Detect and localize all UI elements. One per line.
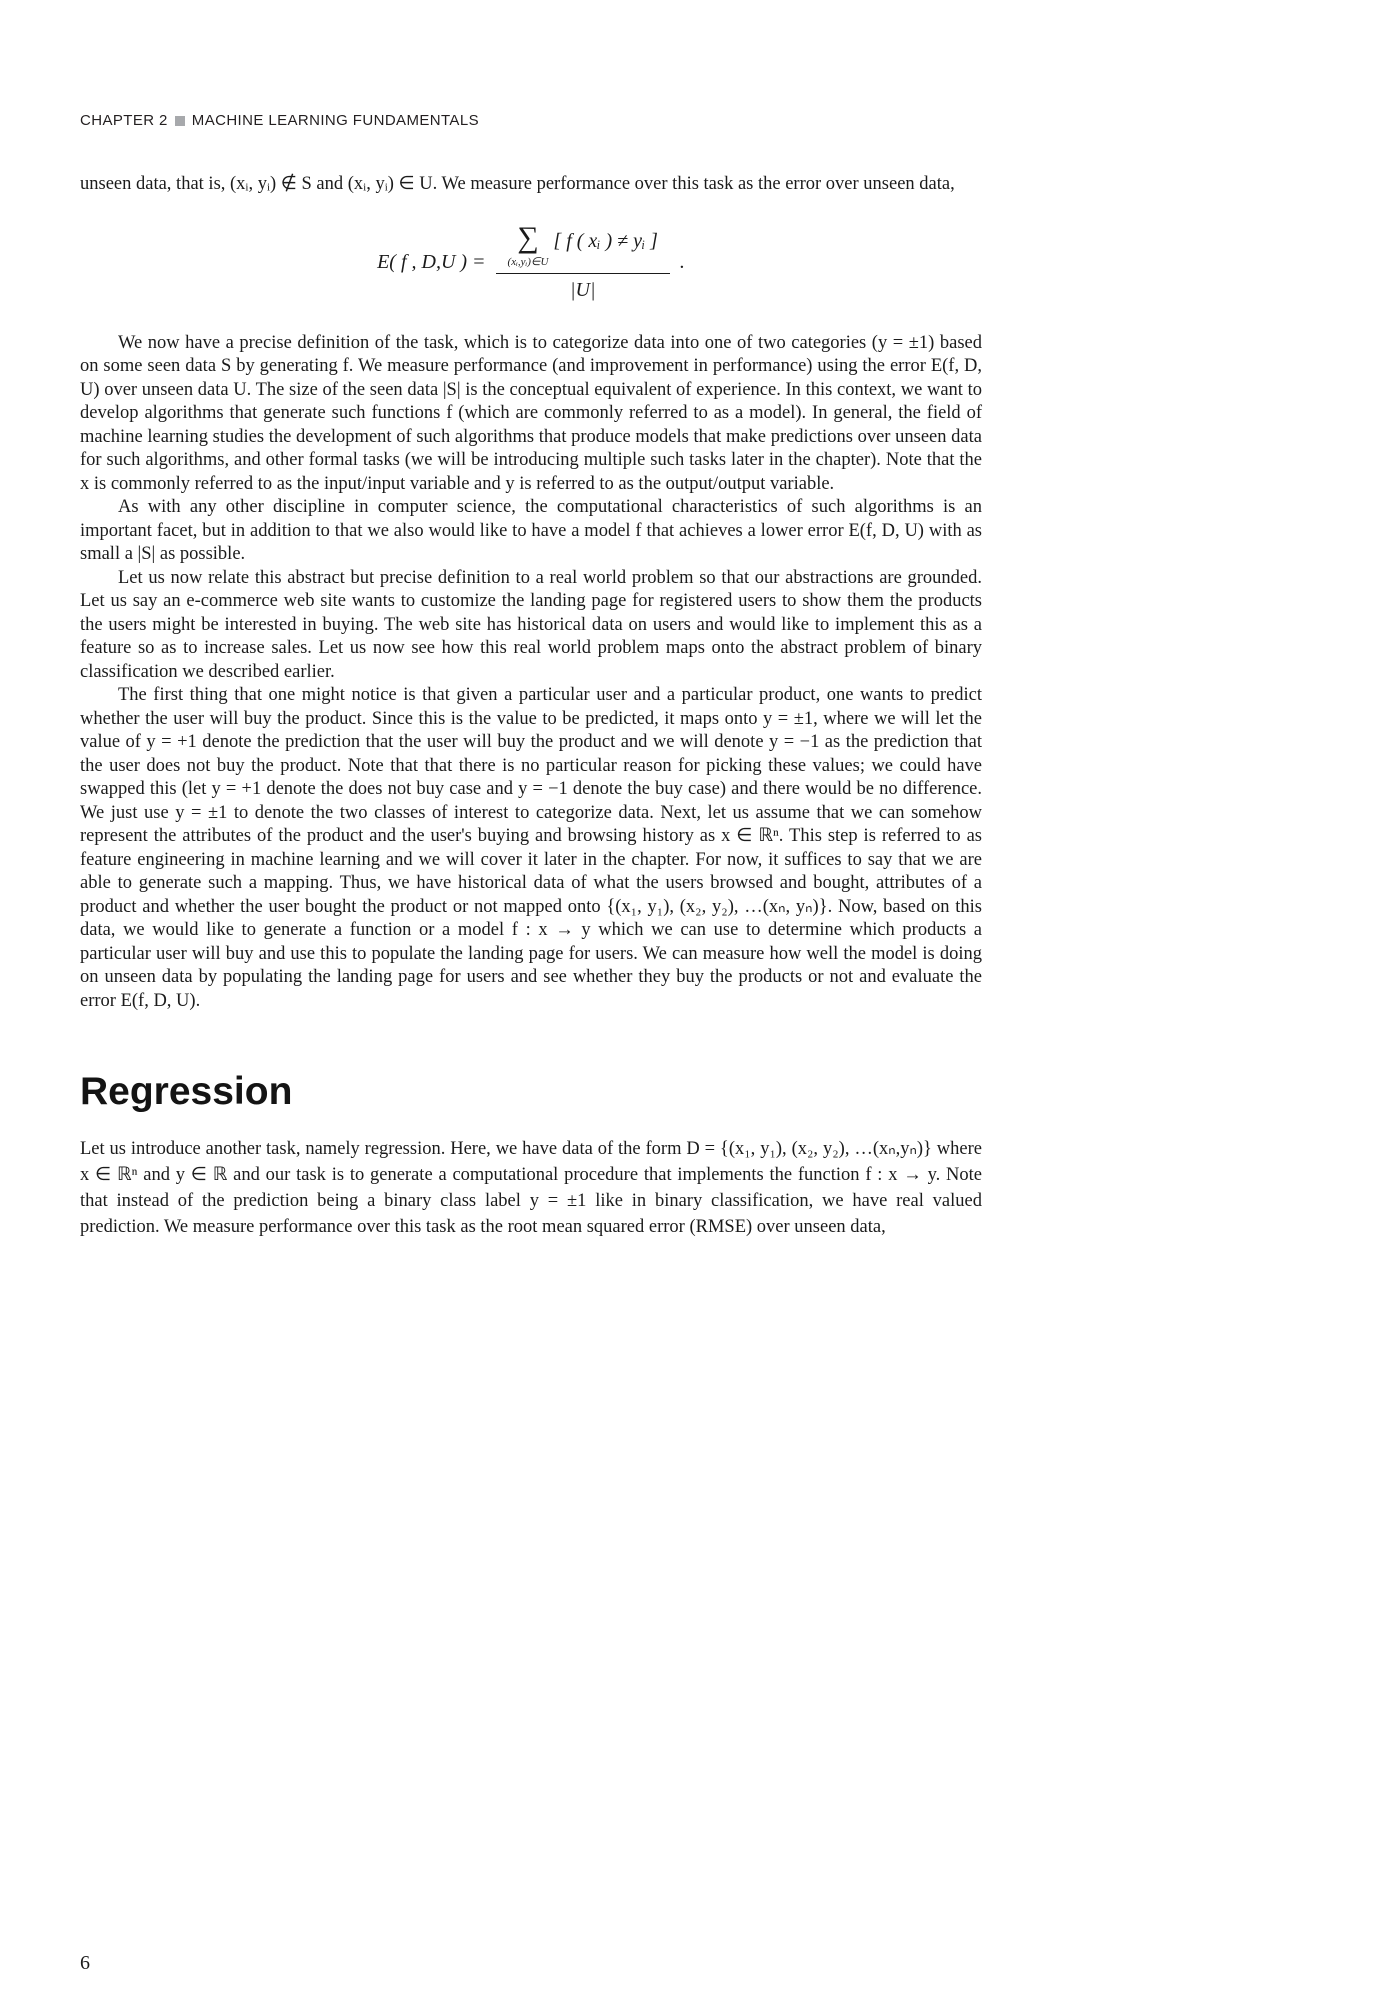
- paragraph: As with any other discipline in computer science, the computational characteristics of such algorithms is an important facet, but in addition to that we also would like to have a model f that achieves a lower error E(f, D, U) with as small a |S| as possible.: [80, 497, 982, 564]
- page-content: [80, 112, 982, 1240]
- paragraph-continuation: unseen data, that is, (xᵢ, yᵢ) ∉ S and (xᵢ, yᵢ) ∈ U. We measure performance over this task as the error over unseen data,: [80, 174, 955, 194]
- section-heading-regression: Regression: [80, 1070, 293, 1113]
- equation-period: .: [679, 250, 685, 273]
- paragraph: We now have a precise definition of the task, which is to categorize data into one of two categories (y = ±1) based on some seen data S by generating f. We measure performance (and improvement in performance) using the error E(f, D, U) over unseen data U. The size of the seen data |S| is the conceptual equivalent of experience. In this context, we want to develop algorithms that generate such functions f (which are commonly referred to as a model). In general, the field of machine learning studies the development of such algorithms that produce models that make predictions over unseen data for such algorithms, and other formal tasks (we will be introducing multiple such tasks later in the chapter). Note that the x is commonly referred to as the input/input variable and y is referred to as the output/output variable.: [80, 332, 982, 494]
- equation-denominator: |U|: [570, 278, 596, 301]
- chapter-title: MACHINE LEARNING FUNDAMENTALS: [191, 112, 479, 129]
- summation-limits: (xᵢ,yᵢ)∈U: [507, 255, 549, 268]
- equation-lhs: E( f , D,U ) =: [377, 250, 486, 273]
- chapter-label: CHAPTER 2: [80, 112, 168, 129]
- summation: [507, 220, 549, 268]
- summation-symbol-icon: ∑: [517, 220, 539, 254]
- numerator-expression: [ f ( xᵢ ) ≠ yᵢ ]: [553, 229, 658, 252]
- equation-numerator: [496, 220, 670, 274]
- square-separator-icon: [175, 116, 185, 126]
- page-number: 6: [80, 1952, 90, 1974]
- running-header: [80, 112, 982, 129]
- paragraph: The first thing that one might notice is that given a particular user and a particular product, one wants to predict whether the user will buy the product. Since this is the value to be predicted, it maps onto y = ±1, where we will let the value of y = +1 denote the prediction that the user will buy the product and we will denote y = −1 as the prediction that the user does not buy the product. Note that that there is no particular reason for picking these values; we could have swapped this (let y = +1 denote the does not buy case and y = −1 denote the buy case) and there would be no difference. We just use y = ±1 to denote the two classes of interest to categorize data. Next, let us assume that we can somehow represent the attributes of the product and the user's buying and browsing history as x ∈ ℝⁿ. This step is referred to as feature engineering in machine learning and we will cover it later in the chapter. For now, it suffices to say that we are able to generate such a mapping. Thus, we have historical data of what the users browsed and bought, attributes of a product and whether the user bought the product or not mapped onto {(x₁, y₁), (x₂, y₂), …(xₙ, yₙ)}. Now, based on this data, we would like to generate a function or a model f : x → y which we can use to determine which products a particular user will buy and use this to populate the landing page for users. We can measure how well the model is doing on unseen data by populating the landing page for users and see whether they buy the products or not and evaluate the error E(f, D, U).: [80, 685, 982, 1011]
- equation: [80, 220, 982, 302]
- fraction: [496, 220, 670, 302]
- paragraph: Let us now relate this abstract but precise definition to a real world problem so that our abstractions are grounded. Let us say an e-commerce web site wants to customize the landing page for registered users to show them the products the users might be interested in buying. The web site has historical data on users and would like to implement this as a feature so as to increase sales. Let us now see how this real world problem maps onto the abstract problem of binary classification we described earlier.: [80, 567, 982, 682]
- paragraph-regression: Let us introduce another task, namely regression. Here, we have data of the form D = {(x₁, y₁), (x₂, y₂), …(xₙ,yₙ)} where x ∈ ℝⁿ and y ∈ ℝ and our task is to generate a computational procedure that implements the function f : x → y. Note that instead of the prediction being a binary class label y = ±1 like in binary classification, we have real valued prediction. We measure performance over this task as the root mean squared error (RMSE) over unseen data,: [80, 1138, 982, 1237]
